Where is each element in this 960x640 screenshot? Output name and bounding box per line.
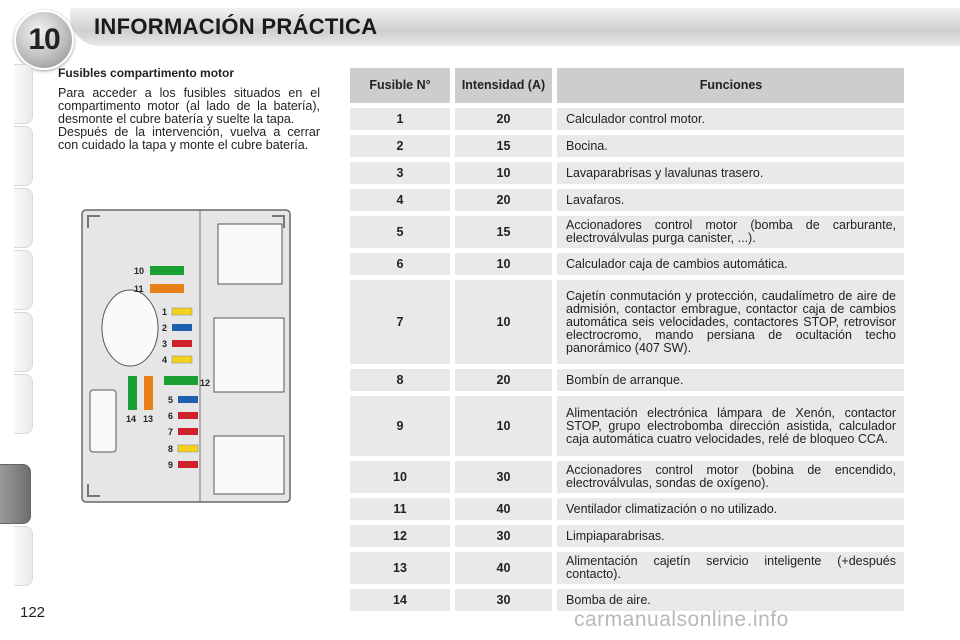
fuse-label-4: 4	[162, 355, 168, 365]
page-header	[0, 0, 960, 62]
amperage-cell: 20	[455, 108, 552, 130]
fuse-label-12: 12	[200, 378, 211, 388]
table-row	[350, 189, 904, 211]
amperage-cell: 40	[455, 552, 552, 584]
header-functions: Funciones	[557, 68, 904, 103]
function-cell: Lavaparabrisas y lavalunas trasero.	[557, 162, 904, 184]
table-row	[350, 135, 904, 157]
fuse-number-cell: 6	[350, 253, 450, 275]
fuse-label-6: 6	[168, 411, 174, 421]
fuse-number-cell: 10	[350, 461, 450, 493]
function-cell: Alimentación cajetín servicio inteligente (+después contacto).	[557, 552, 904, 584]
page-number: 122	[20, 604, 46, 621]
amperage-cell: 10	[455, 396, 552, 456]
amperage-cell: 20	[455, 189, 552, 211]
side-tab-1[interactable]	[14, 64, 33, 124]
fuse-table	[350, 68, 904, 616]
fuse-13	[144, 376, 153, 410]
round-opening	[102, 290, 158, 366]
relay-slot	[218, 224, 282, 284]
fuse-number-cell: 9	[350, 396, 450, 456]
page-title: INFORMACIÓN PRÁCTICA	[94, 14, 378, 39]
fuse-label-2: 2	[162, 323, 168, 333]
fuse-label-9: 9	[168, 460, 174, 470]
fuse-10	[150, 266, 184, 275]
table-row	[350, 498, 904, 520]
watermark: carmanualsonline.info	[574, 608, 789, 631]
table-row	[350, 525, 904, 547]
header-amperage: Intensidad (A)	[455, 68, 552, 103]
amperage-cell: 10	[455, 162, 552, 184]
fuse-number-cell: 2	[350, 135, 450, 157]
fuse-number-cell: 7	[350, 280, 450, 364]
function-cell: Bombín de arranque.	[557, 369, 904, 391]
chapter-badge	[14, 10, 74, 70]
function-cell: Ventilador climatización o no utilizado.	[557, 498, 904, 520]
fuse-number-cell: 3	[350, 162, 450, 184]
fuse-label-10: 10	[134, 266, 145, 276]
table-row	[350, 396, 904, 456]
fuse-label-1: 1	[162, 307, 168, 317]
fuse-1	[172, 308, 192, 315]
table-row	[350, 253, 904, 275]
amperage-cell: 30	[455, 589, 552, 611]
function-cell: Lavafaros.	[557, 189, 904, 211]
amperage-cell: 30	[455, 461, 552, 493]
table-header-row	[350, 68, 904, 103]
fuse-8	[178, 445, 198, 452]
fuse-7	[178, 428, 198, 435]
closing-instructions: Después de la intervención, vuelva a cerrar con cuidado la tapa y monte el cubre batería.	[58, 125, 320, 152]
amperage-cell: 10	[455, 280, 552, 364]
side-tab-4[interactable]	[14, 250, 33, 310]
access-instructions: Para acceder a los fusibles situados en el compartimento motor (al lado de la batería), desmonte el cubre batería y suelte la tapa.	[58, 86, 320, 126]
side-tab-active[interactable]	[0, 464, 31, 524]
function-cell: Cajetín conmutación y protección, caudalímetro de aire de admisión, contactor embrague, contactor caja de cambios automática seis velocidades, contactores STOP, retrovisor electrocromo, mando persiana de ocultación techo panorámico (407 SW).	[557, 280, 904, 364]
fuse-4	[172, 356, 192, 363]
fuse-number-cell: 13	[350, 552, 450, 584]
table-row	[350, 108, 904, 130]
side-tab-5[interactable]	[14, 312, 33, 372]
side-tab-6[interactable]	[14, 374, 33, 434]
fuse-6	[178, 412, 198, 419]
fuse-label-3: 3	[162, 339, 168, 349]
chapter-number: 10	[28, 23, 60, 56]
fuse-2	[172, 324, 192, 331]
amperage-cell: 15	[455, 216, 552, 248]
function-cell: Accionadores control motor (bobina de encendido, electroválvulas, sondas de oxígeno).	[557, 461, 904, 493]
side-tab-8[interactable]	[14, 526, 33, 586]
fuse-label-8: 8	[168, 444, 174, 454]
maxi-fuse-slot	[90, 390, 116, 452]
fuse-number-cell: 5	[350, 216, 450, 248]
fuse-14	[128, 376, 137, 410]
fuse-label-11: 11	[134, 284, 144, 294]
function-cell: Calculador control motor.	[557, 108, 904, 130]
table-row	[350, 461, 904, 493]
fuse-number-cell: 1	[350, 108, 450, 130]
amperage-cell: 10	[455, 253, 552, 275]
amperage-cell: 15	[455, 135, 552, 157]
side-tab-2[interactable]	[14, 126, 33, 186]
fuse-11	[150, 284, 184, 293]
fuse-number-cell: 8	[350, 369, 450, 391]
table-row	[350, 280, 904, 364]
fuse-label-13: 13	[143, 414, 154, 424]
table-row	[350, 369, 904, 391]
function-cell: Limpiaparabrisas.	[557, 525, 904, 547]
fuse-number-cell: 11	[350, 498, 450, 520]
table-row	[350, 216, 904, 248]
fuse-label-5: 5	[168, 395, 174, 405]
fuse-5	[178, 396, 198, 403]
function-cell: Calculador caja de cambios automática.	[557, 253, 904, 275]
amperage-cell: 40	[455, 498, 552, 520]
fuse-number-cell: 14	[350, 589, 450, 611]
intro-text	[58, 66, 320, 152]
fuse-number-cell: 12	[350, 525, 450, 547]
table-row	[350, 552, 904, 584]
fuse-label-14: 14	[126, 414, 137, 424]
function-cell: Bomba de aire.	[557, 589, 904, 611]
fuse-9	[178, 461, 198, 468]
relay-slot	[214, 318, 284, 392]
header-fuse-number: Fusible N°	[350, 68, 450, 103]
table-row	[350, 162, 904, 184]
side-tab-3[interactable]	[14, 188, 33, 248]
section-title: Fusibles compartimento motor	[58, 66, 235, 80]
fuse-label-7: 7	[168, 427, 174, 437]
function-cell: Accionadores control motor (bomba de carburante, electroválvulas purga canister, ...).	[557, 216, 904, 248]
chapter-side-tabs	[0, 64, 34, 584]
function-cell: Bocina.	[557, 135, 904, 157]
fuse-3	[172, 340, 192, 347]
amperage-cell: 20	[455, 369, 552, 391]
fuse-number-cell: 4	[350, 189, 450, 211]
fuse-12	[164, 376, 198, 385]
amperage-cell: 30	[455, 525, 552, 547]
function-cell: Alimentación electrónica lámpara de Xenón, contactor STOP, grupo electrobomba dirección asistida, calculador caja automática cuatro velocidades, relé de bloqueo CCA.	[557, 396, 904, 456]
relay-slot	[214, 436, 284, 494]
fuse-box-diagram	[80, 208, 292, 504]
